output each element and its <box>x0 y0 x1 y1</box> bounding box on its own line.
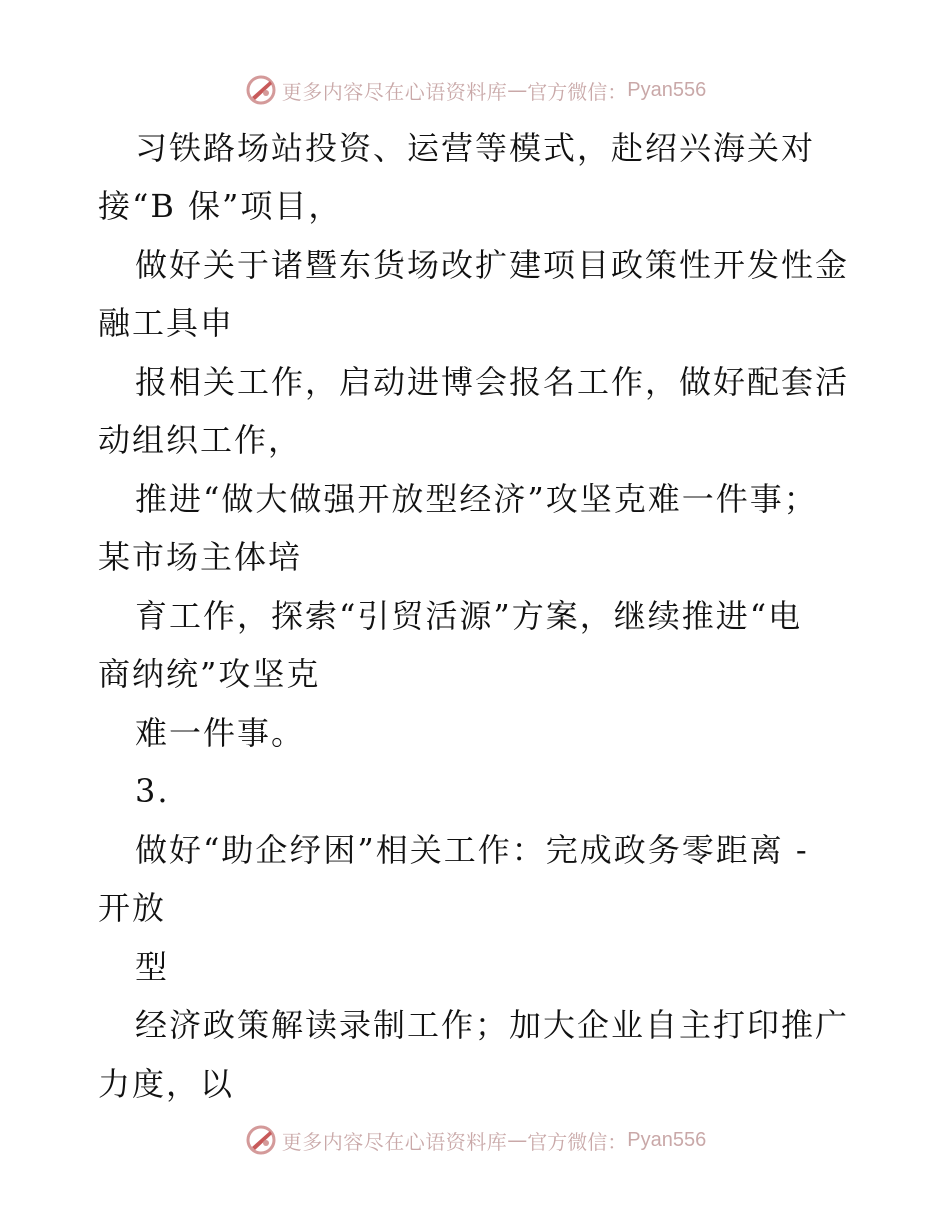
text-line: 商纳统”攻坚克 <box>98 655 321 693</box>
text-line: 经济政策解读录制工作；加大企业自主打印推广 <box>135 1006 850 1044</box>
watermark-id: Pyan556 <box>627 78 707 101</box>
watermark-text: 更多内容尽在心语资料库 <box>281 1129 508 1154</box>
text-line: 推进“做大做强开放型经济”攻坚克难一件事； <box>135 480 818 518</box>
watermark-label: 官方微信： <box>527 1129 628 1154</box>
text-line: 3. <box>135 772 170 810</box>
text-line: 接“B 保”项目， <box>98 187 343 225</box>
brand-logo-icon <box>244 73 278 107</box>
text-line: 难一件事。 <box>135 714 306 752</box>
text-line: 开放 <box>98 889 167 927</box>
text-line: 力度，以 <box>98 1065 235 1103</box>
text-line: 做好关于诸暨东货场改扩建项目政策性开发性金 <box>135 246 850 284</box>
watermark-label: 官方微信： <box>527 79 628 104</box>
text-line: 报相关工作，启动进博会报名工作，做好配套活 <box>135 363 850 401</box>
text-line: 融工具申 <box>98 304 235 342</box>
watermark-id: Pyan556 <box>627 1128 707 1151</box>
text-line: 做好“助企纾困”相关工作：完成政务零距离 - <box>135 831 809 869</box>
text-line: 育工作，探索“引贸活源”方案，继续推进“电 <box>135 597 803 635</box>
text-line: 型 <box>135 948 170 986</box>
text-line: 动组织工作， <box>98 421 303 459</box>
watermark-banner-bottom <box>0 1120 950 1160</box>
watermark-text: 更多内容尽在心语资料库 <box>281 79 508 104</box>
watermark-dash: — <box>507 78 528 102</box>
watermark-dash: — <box>507 1128 528 1152</box>
watermark-banner-top <box>0 70 950 110</box>
text-line: 习铁路场站投资、运营等模式，赴绍兴海关对 <box>135 129 816 167</box>
text-line: 某市场主体培 <box>98 538 303 576</box>
brand-logo-icon <box>244 1123 278 1157</box>
